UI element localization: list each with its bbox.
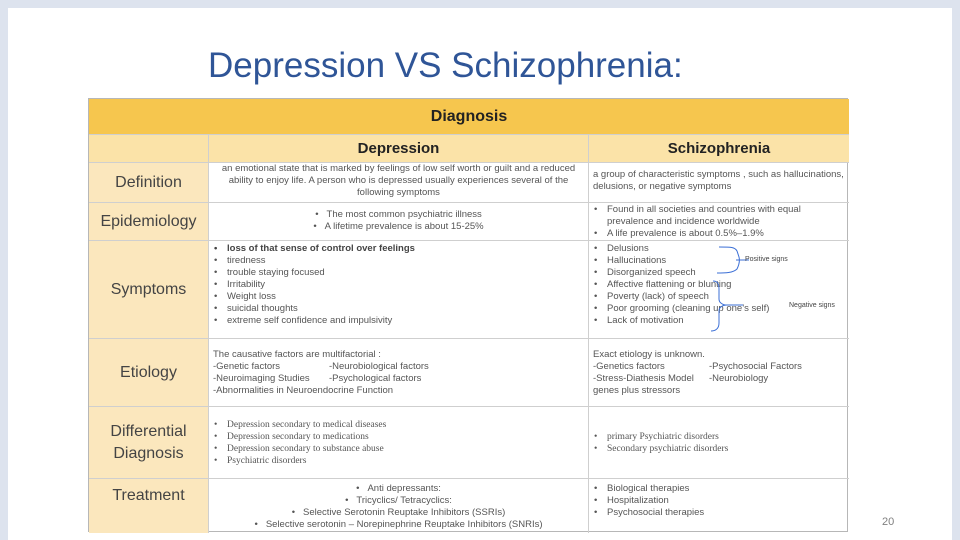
factor-text: -Psychosocial Factors xyxy=(709,361,802,372)
factor-text: -Abnormalities in Neuroendocrine Function xyxy=(213,385,394,396)
treatment-schizophrenia xyxy=(589,479,849,533)
definition-depression-text: an emotional state that is marked by feelings of low self worth or guilt and a reduced ability to enjoy life. A person who is depressed usually experiences several of the following symptoms xyxy=(221,163,576,198)
list-item: • Poor grooming (cleaning up one’s self) xyxy=(593,303,845,315)
list-item: • A life prevalence is about 0.5%–1.9% xyxy=(593,228,845,240)
row-label-definition: Definition xyxy=(89,163,209,203)
row-label-differential: Differential Diagnosis xyxy=(89,407,209,479)
row-label-treatment: Treatment xyxy=(89,479,209,533)
differential-depression xyxy=(209,407,589,479)
list-item: • Secondary psychiatric disorders xyxy=(593,443,845,455)
list-item: • extreme self confidence and impulsivity xyxy=(213,315,584,327)
list-item: • tiredness xyxy=(213,255,584,267)
factor-text: -Neurobiology xyxy=(709,373,769,384)
definition-schizophrenia-text: a group of characteristic symptoms , such as hallucinations, delusions, or negative symptoms xyxy=(593,169,844,192)
factor-text: -Genetics factors xyxy=(593,361,665,372)
diagnosis-table xyxy=(88,98,848,532)
row-label-epidemiology: Epidemiology xyxy=(89,203,209,241)
list-item: • Tricyclics/ Tetracyclics: xyxy=(209,495,588,507)
list-item: • Selective serotonin – Norepinephrine Reuptake Inhibitors (SNRIs) xyxy=(209,519,588,531)
list-item: • suicidal thoughts xyxy=(213,303,584,315)
list-item: • Found in all societies and countries with equal prevalence and incidence worldwide xyxy=(593,204,845,228)
definition-schizophrenia xyxy=(589,163,849,203)
list-item: • Disorganized speech xyxy=(593,267,845,279)
negative-signs-note: Negative signs xyxy=(789,302,835,309)
table-title-band xyxy=(89,99,849,135)
etiology-schizophrenia-line-2 xyxy=(593,373,845,385)
list-item: • A lifetime prevalence is about 15-25% xyxy=(209,221,588,233)
list-item: • Biological therapies xyxy=(593,483,845,495)
list-item: • Psychiatric disorders xyxy=(213,455,584,467)
list-item: • loss of that sense of control over feelings xyxy=(213,243,584,255)
list-item: • Psychosocial therapies xyxy=(593,507,845,519)
row-label-symptoms: Symptoms xyxy=(89,241,209,339)
list-item: • The most common psychiatric illness xyxy=(209,209,588,221)
factor-text: -Neuroimaging Studies xyxy=(213,373,310,384)
factor-text: -Neurobiological factors xyxy=(329,361,429,372)
list-item: • Anti depressants: xyxy=(209,483,588,495)
factor-text: -Stress-Diathesis Model xyxy=(593,373,694,384)
etiology-depression-intro: The causative factors are multifactorial : xyxy=(213,349,381,360)
factor-text: -Psychological factors xyxy=(329,373,422,384)
list-item: • Hallucinations xyxy=(593,255,845,267)
definition-depression xyxy=(209,163,589,203)
list-item: • Irritability xyxy=(213,279,584,291)
etiology-schizophrenia-line-1 xyxy=(593,361,845,373)
etiology-depression-line-1 xyxy=(213,361,584,373)
treatment-depression xyxy=(209,479,589,533)
etiology-schizophrenia xyxy=(589,339,849,407)
factor-text: genes plus stressors xyxy=(593,385,681,396)
epidemiology-schizophrenia xyxy=(589,203,849,241)
list-item: • Weight loss xyxy=(213,291,584,303)
table-title: Diagnosis xyxy=(430,108,508,125)
symptoms-depression xyxy=(209,241,589,339)
list-item: • Selective Serotonin Reuptake Inhibitors (SSRIs) xyxy=(209,507,588,519)
list-item: • Depression secondary to substance abuse xyxy=(213,443,584,455)
list-item: • Affective flattening or blunting xyxy=(593,279,845,291)
negative-brace xyxy=(711,281,727,331)
positive-signs-note: Positive signs xyxy=(745,256,788,263)
list-item: • primary Psychiatric disorders xyxy=(593,431,845,443)
row-label-etiology: Etiology xyxy=(89,339,209,407)
etiology-schizophrenia-intro: Exact etiology is unknown. xyxy=(593,349,705,360)
slide xyxy=(8,8,952,540)
list-item: • Depression secondary to medical diseases xyxy=(213,419,584,431)
symptoms-schizophrenia xyxy=(589,241,849,339)
factor-text: -Genetic factors xyxy=(213,361,281,372)
epidemiology-depression xyxy=(209,203,589,241)
list-item: • Lack of motivation xyxy=(593,315,845,327)
slide-title: Depression VS Schizophrenia: xyxy=(208,46,683,85)
list-item: • Depression secondary to medications xyxy=(213,431,584,443)
page-number: 20 xyxy=(882,516,895,528)
list-item: • trouble staying focused xyxy=(213,267,584,279)
header-corner xyxy=(89,135,209,163)
list-item: • Hospitalization xyxy=(593,495,845,507)
differential-schizophrenia xyxy=(589,407,849,479)
column-header-depression: Depression xyxy=(209,135,589,163)
etiology-depression xyxy=(209,339,589,407)
column-header-schizophrenia: Schizophrenia xyxy=(589,135,849,163)
list-item: • Delusions xyxy=(593,243,845,255)
etiology-depression-line-2 xyxy=(213,373,584,385)
list-item: • Poverty (lack) of speech xyxy=(593,291,845,303)
